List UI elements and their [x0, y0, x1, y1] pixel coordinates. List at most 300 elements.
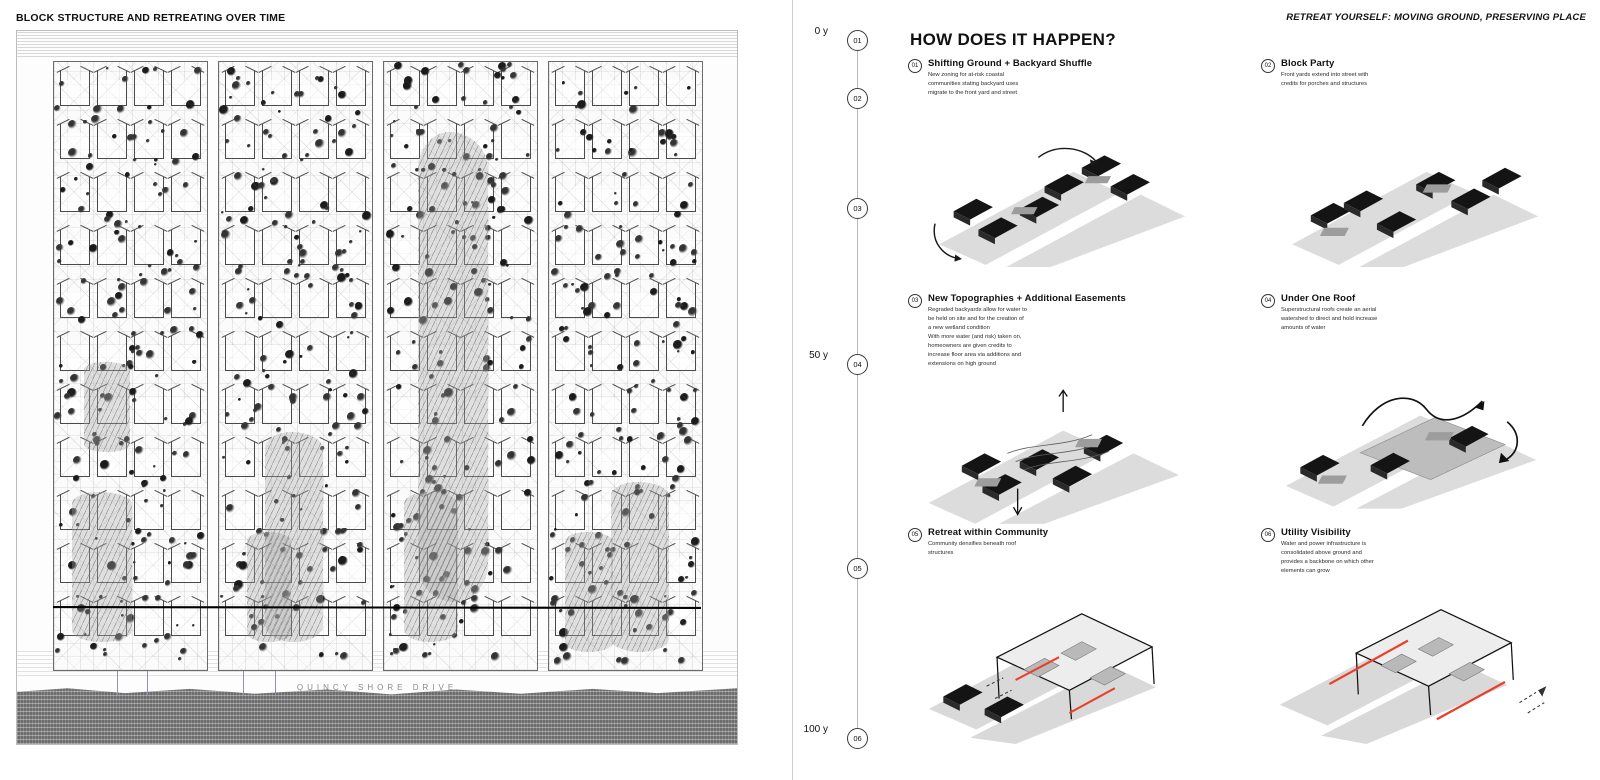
vegetation-speck: [183, 451, 191, 459]
vegetation-speck: [421, 67, 430, 76]
step-03-number: 03: [908, 294, 922, 308]
vegetation-speck: [55, 648, 61, 654]
vegetation-speck: [59, 379, 65, 385]
vegetation-speck: [234, 115, 242, 123]
vegetation-speck: [461, 96, 467, 102]
house-footprint: [501, 504, 531, 530]
vegetation-speck: [492, 216, 496, 220]
vegetation-speck: [550, 600, 558, 608]
vegetation-speck: [176, 624, 179, 627]
timeline-node-03[interactable]: 03: [847, 198, 868, 219]
vegetation-speck: [675, 302, 682, 309]
vegetation-speck: [323, 393, 332, 402]
house-footprint: [299, 345, 329, 371]
vegetation-speck: [660, 139, 666, 145]
vegetation-speck: [463, 67, 471, 75]
house-footprint: [555, 186, 585, 212]
vegetation-speck: [164, 307, 173, 316]
step-06-header: [1261, 527, 1592, 576]
vegetation-speck: [162, 187, 170, 195]
vegetation-speck: [88, 153, 93, 158]
step-04-title: Under One Roof: [1281, 292, 1356, 304]
vegetation-speck: [294, 273, 300, 279]
vegetation-speck: [564, 211, 573, 220]
vegetation-speck: [183, 561, 192, 570]
vegetation-speck: [222, 456, 225, 459]
vegetation-speck: [604, 312, 611, 319]
vegetation-speck: [338, 129, 346, 137]
step-01-title: Shifting Ground + Backyard Shuffle: [928, 58, 1093, 69]
timeline-label-50y: 50 y: [809, 350, 828, 361]
plan-top-hatch-band: [17, 31, 737, 57]
vegetation-speck: [391, 163, 397, 169]
vegetation-speck: [271, 177, 278, 184]
vegetation-speck: [526, 336, 533, 343]
step-01-header: [908, 58, 1239, 98]
wetland-water-body: [72, 492, 132, 642]
vegetation-speck: [350, 331, 354, 335]
vegetation-speck: [507, 408, 517, 418]
vegetation-speck: [663, 648, 669, 654]
vegetation-speck: [178, 657, 182, 661]
vegetation-speck: [414, 105, 419, 110]
vegetation-speck: [64, 393, 71, 400]
vegetation-speck: [651, 379, 656, 384]
block-2: [218, 61, 373, 671]
vegetation-speck: [142, 643, 148, 649]
vegetation-speck: [332, 422, 341, 431]
vegetation-speck: [555, 451, 564, 460]
vegetation-speck: [219, 105, 229, 115]
vegetation-speck: [226, 504, 235, 513]
vegetation-speck: [499, 206, 506, 213]
vegetation-speck: [300, 259, 306, 265]
step-01-number: 01: [908, 59, 922, 73]
step-01-axonometric: [908, 112, 1239, 267]
vegetation-speck: [488, 196, 496, 204]
vegetation-speck: [337, 451, 343, 457]
vegetation-speck: [334, 86, 338, 90]
vegetation-speck: [487, 360, 494, 367]
house-footprint: [592, 80, 622, 106]
house-row: [56, 80, 205, 106]
vegetation-speck: [78, 206, 85, 213]
house-footprint: [134, 398, 164, 424]
house-footprint: [464, 80, 494, 106]
house-footprint: [390, 451, 420, 477]
house-footprint: [336, 345, 366, 371]
vegetation-speck: [236, 302, 244, 310]
house-footprint: [134, 292, 164, 318]
vegetation-speck: [322, 547, 328, 553]
timeline-node-05[interactable]: 05: [847, 558, 868, 579]
vegetation-speck: [325, 115, 333, 123]
vegetation-speck: [249, 417, 255, 423]
vegetation-speck: [404, 144, 409, 149]
step-06: [1261, 527, 1592, 758]
vegetation-speck: [351, 312, 359, 320]
house-footprint: [555, 239, 585, 265]
vegetation-speck: [241, 422, 250, 431]
vegetation-speck: [524, 216, 533, 225]
vegetation-speck: [516, 110, 521, 115]
house-footprint: [390, 398, 420, 424]
house-footprint: [592, 186, 622, 212]
vegetation-speck: [562, 81, 566, 85]
vegetation-speck: [326, 379, 332, 385]
vegetation-speck: [142, 67, 150, 75]
house-footprint: [299, 292, 329, 318]
vegetation-speck: [624, 91, 628, 95]
vegetation-speck: [627, 388, 633, 394]
vegetation-speck: [233, 585, 241, 593]
vegetation-speck: [691, 537, 701, 547]
vegetation-speck: [391, 513, 396, 518]
step-02-axonometric: [1261, 112, 1592, 267]
vegetation-speck: [677, 465, 685, 473]
house-footprint: [629, 239, 659, 265]
house-footprint: [666, 80, 696, 106]
vegetation-speck: [332, 264, 340, 272]
vegetation-speck: [183, 182, 190, 189]
vegetation-speck: [285, 211, 294, 220]
block-4: [548, 61, 703, 671]
vegetation-speck: [146, 350, 156, 360]
vegetation-speck: [60, 187, 66, 193]
vegetation-speck: [433, 643, 437, 647]
house-footprint: [134, 186, 164, 212]
vegetation-speck: [313, 129, 319, 135]
vegetation-speck: [633, 201, 640, 208]
vegetation-speck: [622, 172, 627, 177]
house-footprint: [262, 398, 292, 424]
vegetation-speck: [193, 264, 201, 272]
house-footprint: [171, 504, 201, 530]
timeline-node-06[interactable]: 06: [847, 728, 868, 749]
house-footprint: [262, 292, 292, 318]
vegetation-speck: [138, 225, 142, 229]
step-02-header: [1261, 58, 1592, 89]
vegetation-speck: [148, 264, 152, 268]
vegetation-speck: [501, 67, 507, 73]
step-02-description: Front yards extend into street with credits for porches and structures: [1281, 72, 1369, 87]
vegetation-speck: [578, 432, 585, 439]
vegetation-speck: [258, 316, 262, 320]
house-footprint: [629, 80, 659, 106]
wetland-water-body: [611, 482, 669, 652]
vegetation-speck: [580, 283, 589, 292]
how-does-it-happen-panel: [900, 0, 1600, 780]
vegetation-speck: [614, 192, 617, 195]
vegetation-speck: [396, 350, 402, 356]
vegetation-speck: [681, 336, 687, 342]
vegetation-speck: [338, 91, 346, 99]
vegetation-speck: [576, 225, 584, 233]
timeline-node-01[interactable]: 01: [847, 30, 868, 51]
step-06-axonometric: [1261, 589, 1592, 744]
steps-grid: [908, 58, 1592, 758]
step-04-axonometric: [1261, 367, 1592, 522]
vegetation-speck: [325, 484, 329, 488]
vegetation-speck: [248, 206, 254, 212]
vegetation-speck: [164, 633, 172, 641]
vegetation-speck: [175, 254, 179, 258]
vegetation-speck: [297, 244, 304, 251]
vegetation-speck: [282, 153, 289, 160]
house-row: [551, 186, 700, 212]
vegetation-speck: [612, 470, 618, 476]
vegetation-speck: [59, 364, 63, 368]
urban-blocks-group: [53, 61, 703, 671]
vegetation-speck: [588, 480, 595, 487]
vegetation-speck: [491, 139, 495, 143]
plan-note-tick: [117, 671, 118, 695]
vegetation-speck: [693, 388, 698, 393]
vegetation-speck: [555, 235, 563, 243]
vegetation-speck: [392, 585, 395, 588]
house-footprint: [390, 239, 420, 265]
vegetation-speck: [501, 187, 510, 196]
house-footprint: [225, 345, 255, 371]
vegetation-speck: [554, 657, 562, 665]
step-03-title: New Topographies + Additional Easements: [928, 292, 1126, 304]
block-structure-panel: [0, 0, 760, 780]
document-title: RETREAT YOURSELF: MOVING GROUND, PRESERVING PLACE: [1286, 12, 1586, 23]
vegetation-speck: [556, 148, 560, 152]
vegetation-speck: [129, 470, 134, 475]
vegetation-speck: [169, 537, 176, 544]
vegetation-speck: [78, 316, 86, 324]
vegetation-speck: [551, 268, 560, 277]
vegetation-speck: [325, 206, 330, 211]
vegetation-speck: [507, 62, 513, 68]
house-footprint: [592, 398, 622, 424]
vegetation-speck: [641, 465, 646, 470]
house-footprint: [501, 292, 531, 318]
vegetation-speck: [168, 561, 171, 564]
vegetation-speck: [519, 364, 524, 369]
vegetation-speck: [142, 595, 150, 603]
vegetation-speck: [672, 475, 681, 484]
panel-divider: [792, 0, 793, 780]
vegetation-speck: [122, 76, 128, 82]
vegetation-speck: [458, 62, 465, 69]
vegetation-speck: [487, 307, 495, 315]
step-05-description: Community densifies beneath roof structures: [928, 541, 1016, 557]
vegetation-speck: [658, 129, 667, 138]
step-02-title: Block Party: [1281, 58, 1335, 69]
timeline-label-100y: 100 y: [803, 724, 828, 735]
site-plan-drawing: [16, 30, 738, 745]
step-05-axonometric: [908, 589, 1239, 744]
timeline-node-02[interactable]: 02: [847, 88, 868, 109]
timeline-node-04[interactable]: 04: [847, 354, 868, 375]
vegetation-speck: [276, 321, 284, 329]
vegetation-speck: [238, 264, 245, 271]
step-03: [908, 293, 1239, 524]
vegetation-speck: [345, 273, 350, 278]
vegetation-speck: [59, 81, 65, 87]
house-footprint: [299, 133, 329, 159]
step-01-description: New zoning for at-risk coastal communities stating backyard uses migrate to the front yard and street: [928, 72, 1019, 96]
vegetation-speck: [564, 326, 569, 331]
vegetation-speck: [563, 283, 569, 289]
vegetation-speck: [189, 326, 196, 333]
vegetation-speck: [670, 259, 678, 267]
vegetation-speck: [670, 484, 676, 490]
vegetation-speck: [192, 360, 197, 365]
vegetation-speck: [657, 436, 661, 440]
vegetation-speck: [673, 321, 681, 329]
house-footprint: [666, 345, 696, 371]
vegetation-speck: [160, 331, 165, 336]
vegetation-speck: [242, 552, 246, 556]
house-footprint: [171, 345, 201, 371]
street-name-label: QUINCY SHORE DRIVE: [296, 683, 458, 692]
vegetation-speck: [141, 537, 148, 544]
vegetation-speck: [180, 648, 188, 656]
house-footprint: [427, 80, 457, 106]
vegetation-speck: [117, 278, 121, 282]
vegetation-speck: [571, 283, 575, 287]
vegetation-speck: [578, 91, 584, 97]
vegetation-speck: [68, 240, 74, 246]
vegetation-speck: [300, 158, 304, 162]
vegetation-speck: [304, 273, 311, 280]
vegetation-speck: [265, 374, 270, 379]
vegetation-speck: [184, 542, 187, 545]
vegetation-speck: [688, 307, 698, 317]
vegetation-speck: [177, 259, 184, 266]
house-footprint: [225, 239, 255, 265]
step-04: [1261, 293, 1592, 524]
retreat-timeline: [803, 18, 886, 763]
vegetation-speck: [268, 384, 276, 392]
vegetation-speck: [629, 148, 633, 152]
vegetation-speck: [226, 216, 233, 223]
vegetation-speck: [459, 619, 464, 624]
wetland-water-body: [565, 532, 613, 652]
vegetation-speck: [131, 331, 137, 337]
house-footprint: [555, 504, 585, 530]
house-row: [221, 345, 370, 371]
house-footprint: [97, 186, 127, 212]
vegetation-speck: [483, 100, 488, 105]
vegetation-speck: [349, 278, 354, 283]
vegetation-speck: [692, 259, 697, 264]
vegetation-speck: [491, 652, 500, 661]
vegetation-speck: [355, 504, 362, 511]
vegetation-speck: [81, 278, 88, 285]
vegetation-speck: [268, 134, 273, 139]
vegetation-speck: [232, 81, 242, 91]
vegetation-speck: [673, 340, 682, 349]
wetland-water-body: [84, 362, 130, 452]
vegetation-speck: [194, 240, 197, 243]
house-row: [221, 239, 370, 265]
vegetation-speck: [154, 638, 160, 644]
vegetation-speck: [422, 652, 429, 659]
vegetation-speck: [141, 480, 149, 488]
vegetation-speck: [73, 475, 81, 483]
house-footprint: [134, 610, 164, 636]
vegetation-speck: [133, 576, 139, 582]
vegetation-speck: [550, 532, 556, 538]
vegetation-speck: [554, 528, 557, 531]
vegetation-speck: [362, 211, 372, 221]
vegetation-speck: [586, 134, 593, 141]
vegetation-speck: [154, 158, 158, 162]
vegetation-speck: [684, 436, 693, 445]
vegetation-speck: [357, 393, 366, 402]
vegetation-speck: [513, 384, 519, 390]
vegetation-speck: [688, 561, 695, 568]
vegetation-speck: [352, 489, 361, 498]
wetland-water-body: [247, 532, 291, 642]
page-title: BLOCK STRUCTURE AND RETREATING OVER TIME: [16, 12, 286, 24]
vegetation-speck: [629, 105, 639, 115]
vegetation-speck: [155, 595, 162, 602]
step-06-number: 06: [1261, 528, 1275, 542]
vegetation-speck: [68, 148, 78, 158]
vegetation-speck: [144, 499, 148, 503]
step-02-number: 02: [1261, 59, 1275, 73]
vegetation-speck: [391, 614, 398, 621]
section-heading: HOW DOES IT HAPPEN?: [910, 30, 1116, 49]
wetland-water-body: [404, 492, 458, 642]
vegetation-speck: [558, 201, 563, 206]
house-footprint: [134, 239, 164, 265]
vegetation-speck: [614, 268, 622, 276]
vegetation-speck: [688, 182, 694, 188]
house-footprint: [629, 186, 659, 212]
vegetation-speck: [354, 422, 363, 431]
vegetation-speck: [117, 105, 126, 114]
vegetation-speck: [284, 268, 291, 275]
vegetation-speck: [271, 91, 275, 95]
vegetation-speck: [103, 652, 108, 657]
vegetation-speck: [590, 364, 593, 367]
vegetation-speck: [132, 398, 137, 403]
vegetation-speck: [197, 532, 205, 540]
vegetation-speck: [153, 67, 158, 72]
step-05-header: [908, 527, 1239, 558]
house-footprint: [171, 292, 201, 318]
vegetation-speck: [319, 652, 325, 658]
vegetation-speck: [389, 633, 393, 637]
house-footprint: [134, 504, 164, 530]
vegetation-speck: [662, 249, 665, 252]
vegetation-speck: [432, 96, 440, 104]
house-footprint: [501, 610, 531, 636]
vegetation-speck: [578, 451, 582, 455]
house-footprint: [501, 345, 531, 371]
house-footprint: [390, 186, 420, 212]
vegetation-speck: [168, 268, 172, 272]
vegetation-speck: [154, 163, 157, 166]
vegetation-speck: [180, 129, 188, 137]
vegetation-speck: [507, 451, 517, 461]
vegetation-speck: [332, 139, 337, 144]
vegetation-speck: [680, 201, 689, 210]
vegetation-speck: [390, 652, 394, 656]
house-row: [221, 186, 370, 212]
vegetation-speck: [276, 427, 282, 433]
house-row: [56, 292, 205, 318]
house-footprint: [555, 292, 585, 318]
house-footprint: [555, 345, 585, 371]
vegetation-speck: [234, 374, 241, 381]
